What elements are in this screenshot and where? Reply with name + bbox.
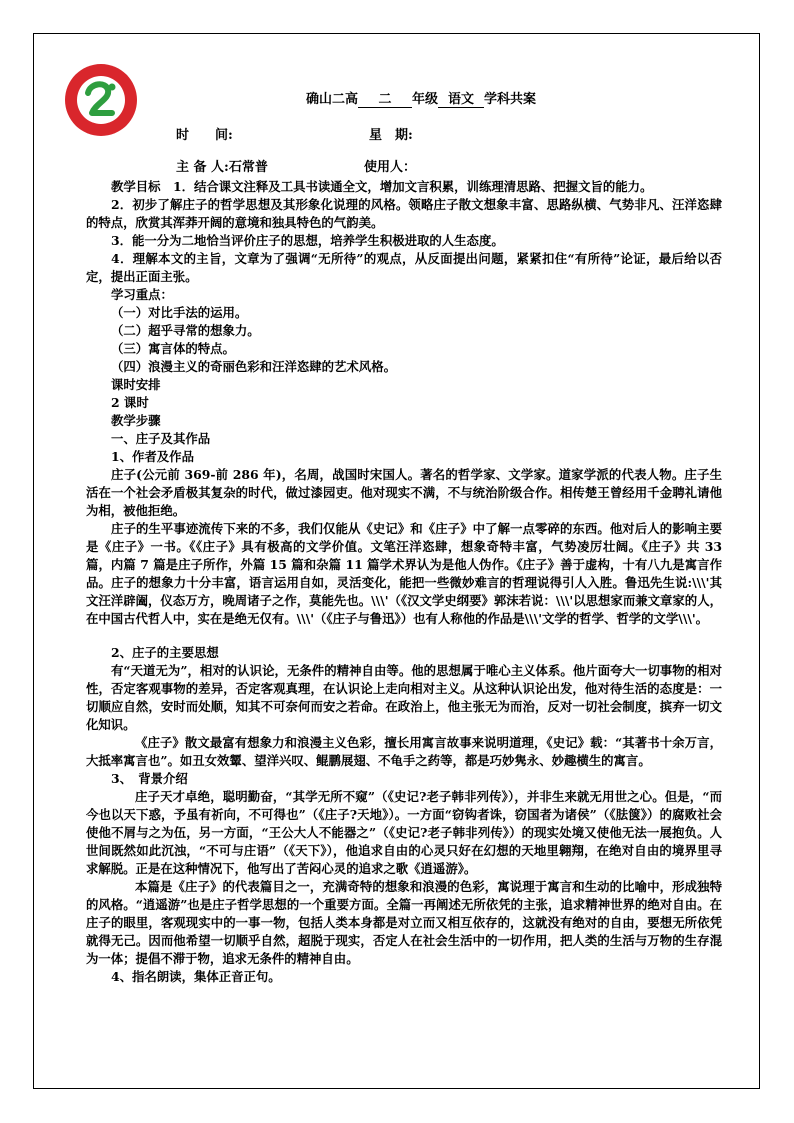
objective-3: 3．能一分为二地恰当评价庄子的思想，培养学生积极进取的人生态度。 xyxy=(111,233,504,248)
key-points-heading: 学习重点： xyxy=(111,287,173,302)
key-point-1: （一）对比手法的运用。 xyxy=(111,305,248,320)
week-label: 星 期: xyxy=(369,128,413,143)
preparer-label: 主 备 人:石常普 xyxy=(176,160,268,175)
school-name: 确山二高 xyxy=(306,92,359,107)
header-line xyxy=(306,88,536,108)
subsection-4-heading: 4、指名朗读，集体正音正句。 xyxy=(111,969,281,984)
subsection-3-heading: 3、 背景介绍 xyxy=(111,771,188,786)
author-paragraph: 庄子(公元前 369-前 286 年)，名周，战国时宋国人。著名的哲学家、文学家。道家学派的代表人物。庄子生活在一个社会矛盾极其复杂的时代，做过漆园吏。他对现实不满，不与统治阶级合作。相传楚王曾经用千金聘礼请他为相，被他拒绝。 xyxy=(86,467,722,518)
subsection-2-heading: 2、庄子的主要思想 xyxy=(111,645,219,660)
key-point-2: （二）超乎寻常的想象力。 xyxy=(111,323,260,338)
subject-suffix: 学科共案 xyxy=(484,92,537,107)
section-1-heading: 一、庄子及其作品 xyxy=(111,431,211,446)
time-label: 时 间: xyxy=(176,128,233,143)
prose-paragraph: 《庄子》散文最富有想象力和浪漫主义色彩，擅长用寓言故事来说明道理，《史记》载：“其著书十余万言，大抵率寓言也”。如丑女效颦、望洋兴叹、鲲鹏展翅、不龟手之药等，都是巧妙隽永、妙趣横生的寓言。 xyxy=(86,735,722,768)
lesson-content xyxy=(86,178,722,986)
key-point-4: （四）浪漫主义的奇丽色彩和汪洋恣肆的艺术风格。 xyxy=(111,359,396,374)
summary-paragraph: 本篇是《庄子》的代表篇目之一，充满奇特的想象和浪漫的色彩，寓说理于寓言和生动的比喻中，形成独特的风格。“逍遥游”也是庄子哲学思想的一个重要方面。全篇一再阐述无所依凭的主张，追求精神世界的绝对自由。在庄子的眼里，客观现实中的一事一物，包括人类本身都是对立而又相互依存的，这就没有绝对的自由，要想无所依凭就得无己。因而他希望一切顺乎自然，超脱于现实，否定人在社会生活中的一切作用，把人类的生活与万物的生存混为一体；提倡不滞于物，追求无条件的精神自由。 xyxy=(86,879,722,966)
subsection-1-heading: 1、作者及作品 xyxy=(111,449,194,464)
background-paragraph: 庄子天才卓绝，聪明勤奋，“其学无所不窥”（《史记?老子韩非列传》），并非生来就无用世之心。但是，“而今也以天下惑，予虽有祈向，不可得也”（《庄子?天地》）。一方面“窃钩者诛，窃国者为诸侯”（《胠箧》）的腐败社会使他不屑与之为伍，另一方面，“王公大人不能器之”（《史记?老子韩非列传》）的现实处境又使他无法一展抱负。人世间既然如此沉浊，“不可与庄语”（《天下》），他追求自由的心灵只好在幻想的天地里翱翔，在绝对自由的境界里寻求解脱。正是在这种情况下，他写出了苦闷心灵的追求之歌《逍遥游》。 xyxy=(86,789,722,876)
steps-heading: 教学步骤 xyxy=(111,413,161,428)
user-label: 使用人： xyxy=(364,160,417,175)
subject-value: 语文 xyxy=(438,93,484,108)
works-paragraph: 庄子的生平事迹流传下来的不多，我们仅能从《史记》和《庄子》中了解一点零碎的东西。他对后人的影响主要是《庄子》一书。《《庄子》具有极高的文学价值。文笔汪洋恣肆，想象奇特丰富，气势凌厉壮阔。《庄子》共 33 篇，内篇 7 篇是庄子所作，外篇 15 篇和杂篇 11 篇学术界认为是他人伪作。《庄子》善于虚构，十有八九是寓言作品。庄子的想象力十分丰富，语言运用自如，灵活变化，能把一些微妙难言的哲理说得引人入胜。鲁迅先生说:\\\'其文汪洋辟阖，仪态万方，晚周诸子之作，莫能先也。\\\'（《汉文学史纲要》郭沫若说：\\\'以思想家而兼文章家的人，在中国古代哲人中，实在是绝无仅有。\\\'（《庄子与鲁迅》）也有人称他的作品是\\\'文学的哲学、哲学的文学\\\'。 xyxy=(86,521,722,626)
grade-value: 二 xyxy=(358,93,412,108)
schedule-value: 2 课时 xyxy=(111,395,149,410)
objective-1: 教学目标 1．结合课文注释及工具书读通全文，增加文言积累，训练理清思路、把握文旨的能力。 xyxy=(111,179,653,194)
objective-2: 2．初步了解庄子的哲学思想及其形象化说理的风格。领略庄子散文想象丰富、思路纵横、气势非凡、汪洋恣肆的特点，欣赏其浑莽开阔的意境和独具特色的气韵美。 xyxy=(86,197,722,230)
schedule-heading: 课时安排 xyxy=(111,377,161,392)
grade-suffix: 年级 xyxy=(412,92,439,107)
objective-4: 4．理解本文的主旨，文章为了强调“无所待”的观点，从反面提出问题，紧紧扣住“有所待”论证，最后给以否定，提出正面主张。 xyxy=(86,251,722,284)
key-point-3: （三）寓言体的特点。 xyxy=(111,341,235,356)
thought-paragraph: 有“天道无为”，相对的认识论，无条件的精神自由等。他的思想属于唯心主义体系。他片面夸大一切事物的相对性，否定客观事物的差异，否定客观真理，在认识论上走向相对主义。从这种认识论出发，他对待生活的态度是：一切顺应自然，安时而处顺，知其不可奈何而安之若命。在政治上，他主张无为而治，反对一切社会制度，摈弃一切文化知识。 xyxy=(86,663,722,732)
school-logo xyxy=(64,63,138,137)
